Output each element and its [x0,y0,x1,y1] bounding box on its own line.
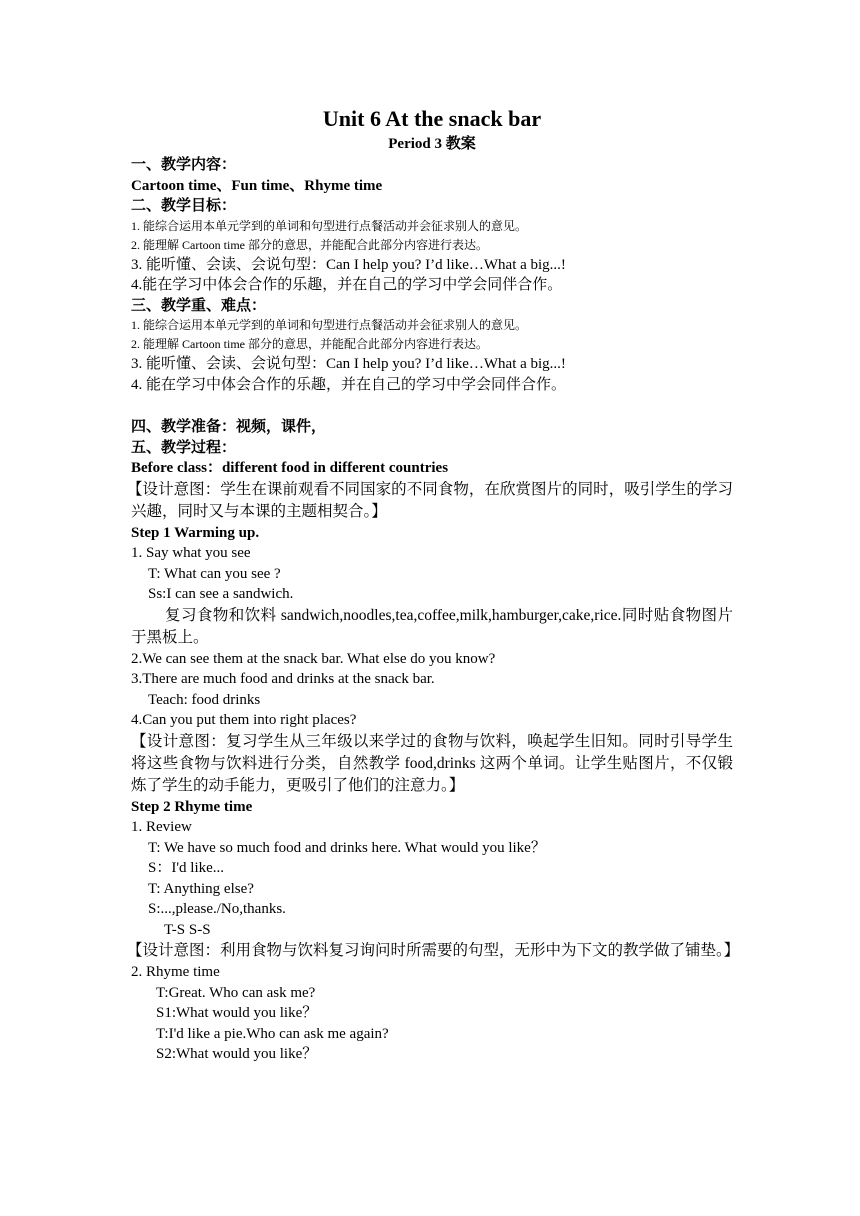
rhyme-line: S1:What would you like？ [156,1005,318,1021]
document-title: Unit 6 At the snack bar [322,106,542,131]
rhyme-line: 2. Rhyme time [131,964,220,980]
section-heading-preparation: 四、教学准备：视频，课件， [131,419,327,435]
rhyme-line: T:I'd like a pie.Who can ask me again? [156,1025,389,1042]
step-line: Teach: food drinks [148,691,261,708]
key-point-item: 2. 能理解 Cartoon time 部分的意思，并能配合此部分内容进行表达。 [131,337,488,351]
step-2-heading: Step 2 Rhyme time [131,798,253,815]
lesson-plan-page [127,100,740,1065]
blank-line [131,395,733,417]
rhyme-line: T:Great. Who can ask me? [156,984,316,1001]
key-point-item: 4. 能在学习中体会合作的乐趣，并在自己的学习中学会同伴合作。 [131,376,567,393]
key-point-item: 3. 能听懂、会读、会说句型：Can I help you? I’d like…What a big...! [131,356,566,372]
step-line: T: Anything else? [148,880,254,897]
step-line: T: We have so much food and drinks here. What would you like？ [148,839,546,856]
goal-item: 1. 能综合运用本单元学到的单词和句型进行点餐活动并会征求别人的意见。 [131,218,528,233]
section-heading-goals: 二、教学目标： [131,198,237,214]
step-line: T-S S-S [164,921,211,938]
step-line: S:...,please./No,thanks. [148,901,286,917]
content-text: Cartoon time、Fun time、Rhyme time [131,177,383,194]
design-intent-note: 【设计意图：利用食物与饮料复习询问时所需要的句型，无形中为下文的教学做了铺垫。】 [127,942,740,959]
section-heading-process: 五、教学过程： [131,439,237,456]
goal-item: 3. 能听懂、会读、会说句型：Can I help you? I’d like…What a big...! [131,256,566,273]
step-line: 3.There are much food and drinks at the snack bar. [131,671,435,687]
section-heading-key-points: 三、教学重、难点： [131,297,267,314]
document-subtitle: Period 3 教案 [388,136,476,152]
key-point-item: 1. 能综合运用本单元学到的单词和句型进行点餐活动并会征求别人的意见。 [131,318,528,332]
step-line: 2.We can see them at the snack bar. What else do you know? [131,650,496,667]
section-heading-content: 一、教学内容： [131,157,237,173]
step-line: 1. Review [131,819,192,835]
step-1-heading: Step 1 Warming up. [131,524,260,541]
goal-item: 4.能在学习中体会合作的乐趣，并在自己的学习中学会同伴合作。 [131,277,563,293]
step-line: T: What can you see ? [148,565,281,582]
design-intent-note: 【设计意图：学生在课前观看不同国家的不同食物，在欣赏图片的同时，吸引学生的学习兴趣，同时又与本课的主题相契合。】 [127,480,733,520]
step-line: Ss:I can see a sandwich. [148,586,294,602]
step-line: 4.Can you put them into right places? [131,712,357,728]
rhyme-line: S2:What would you like？ [156,1046,318,1062]
before-class-heading: Before class：different food in different countries [131,460,449,476]
step-line: S：I'd like... [148,860,225,876]
step-line: 复习食物和饮料 sandwich,noodles,tea,coffee,milk,hamburger,cake,rice.同时贴食物图片于黑板上。 [131,606,733,646]
goal-item: 2. 能理解 Cartoon time 部分的意思，并能配合此部分内容进行表达。 [131,237,488,252]
design-intent-note: 【设计意图：复习学生从三年级以来学过的食物与饮料，唤起学生旧知。同时引导学生将这些食物与饮料进行分类，自然教学 food,drinks 这两个单词。让学生贴图片，不仅锻炼了学生的动手能力，更吸引了他们的注意力。】 [131,732,733,794]
step-line: 1. Say what you see [131,545,251,561]
